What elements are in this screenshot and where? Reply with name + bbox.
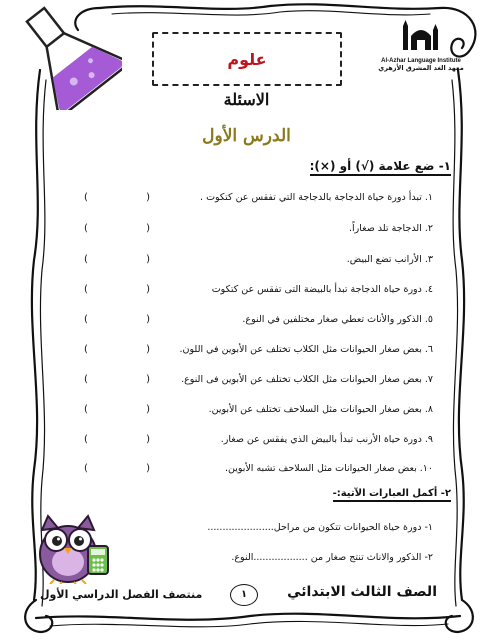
subject-title-box	[152, 32, 342, 86]
answer-parentheses[interactable]: ( )	[84, 344, 150, 355]
logo-arabic-name: معهد الغد المشرق الأزهري	[378, 64, 464, 72]
answer-parentheses[interactable]: ( )	[84, 434, 150, 445]
answer-parentheses[interactable]: ( )	[84, 314, 150, 325]
answer-parentheses[interactable]: ( )	[84, 374, 150, 385]
question-item: ٥. الذكور والأناث تعطي صغار مختلفين في النوع.	[242, 314, 433, 325]
question-item: ٩. دورة حياة الأرنب تبدأ بالبيض الذي يفقس عن صغار.	[220, 434, 433, 445]
answer-parentheses[interactable]: ( )	[84, 404, 150, 415]
answer-parentheses[interactable]: ( )	[84, 223, 150, 234]
fill-blank-item[interactable]: ٢- الذكور والاناث تنتج صغار من ..................النوع.	[231, 552, 433, 563]
questions-heading: الاسئلة	[223, 90, 270, 109]
institute-logo	[376, 18, 466, 78]
answer-parentheses[interactable]: ( )	[84, 254, 150, 265]
mosque-logo-icon	[399, 18, 443, 52]
subject-title: علوم	[227, 49, 267, 69]
lesson-heading: الدرس الأول	[202, 126, 291, 146]
question-item: ٤. دورة حياة الدجاجة تبدأ بالبيضة التى تفقس عن كتكوت	[211, 284, 433, 295]
section-true-false-title: ١- ضع علامة (√) أو (×):	[310, 159, 451, 176]
question-item: ٢. الدجاجة تلد صغاراً.	[348, 223, 433, 234]
owl-mascot-icon	[34, 512, 114, 584]
question-item: ١. تبدأ دورة حياة الدجاجة بالدجاجة التي تفقس عن كتكوت .	[200, 192, 433, 203]
fill-blank-item[interactable]: ١- دورة حياة الحيوانات تتكون من مراحل......................	[207, 522, 433, 533]
answer-parentheses[interactable]: ( )	[84, 284, 150, 295]
question-item: ١٠. بعض صغار الحيوانات مثل السلاحف تشبه الأبوين.	[224, 463, 433, 474]
logo-english-name: Al-Azhar Language Institute	[381, 58, 461, 64]
question-item: ٨. بعض صغار الحيوانات مثل السلاحف تختلف عن الأبوين.	[208, 404, 433, 415]
answer-parentheses[interactable]: ( )	[84, 463, 150, 474]
question-item: ٧. بعض صغار الحيوانات مثل الكلاب تختلف عن الأبوين فى النوع.	[181, 374, 433, 385]
footer-term: منتصف الفصل الدراسي الأول	[40, 588, 203, 601]
answer-parentheses[interactable]: ( )	[84, 192, 150, 203]
page-number: ١	[230, 584, 258, 606]
question-item: ٣. الأرانب تضع البيض.	[346, 254, 433, 265]
section-complete-title: ٢- أكمل العبارات الآتية:-	[333, 488, 451, 502]
question-item: ٦. بعض صغار الحيوانات مثل الكلاب تختلف عن الأبوين في اللون.	[179, 344, 433, 355]
footer-grade: الصف الثالث الابتدائي	[287, 584, 437, 600]
